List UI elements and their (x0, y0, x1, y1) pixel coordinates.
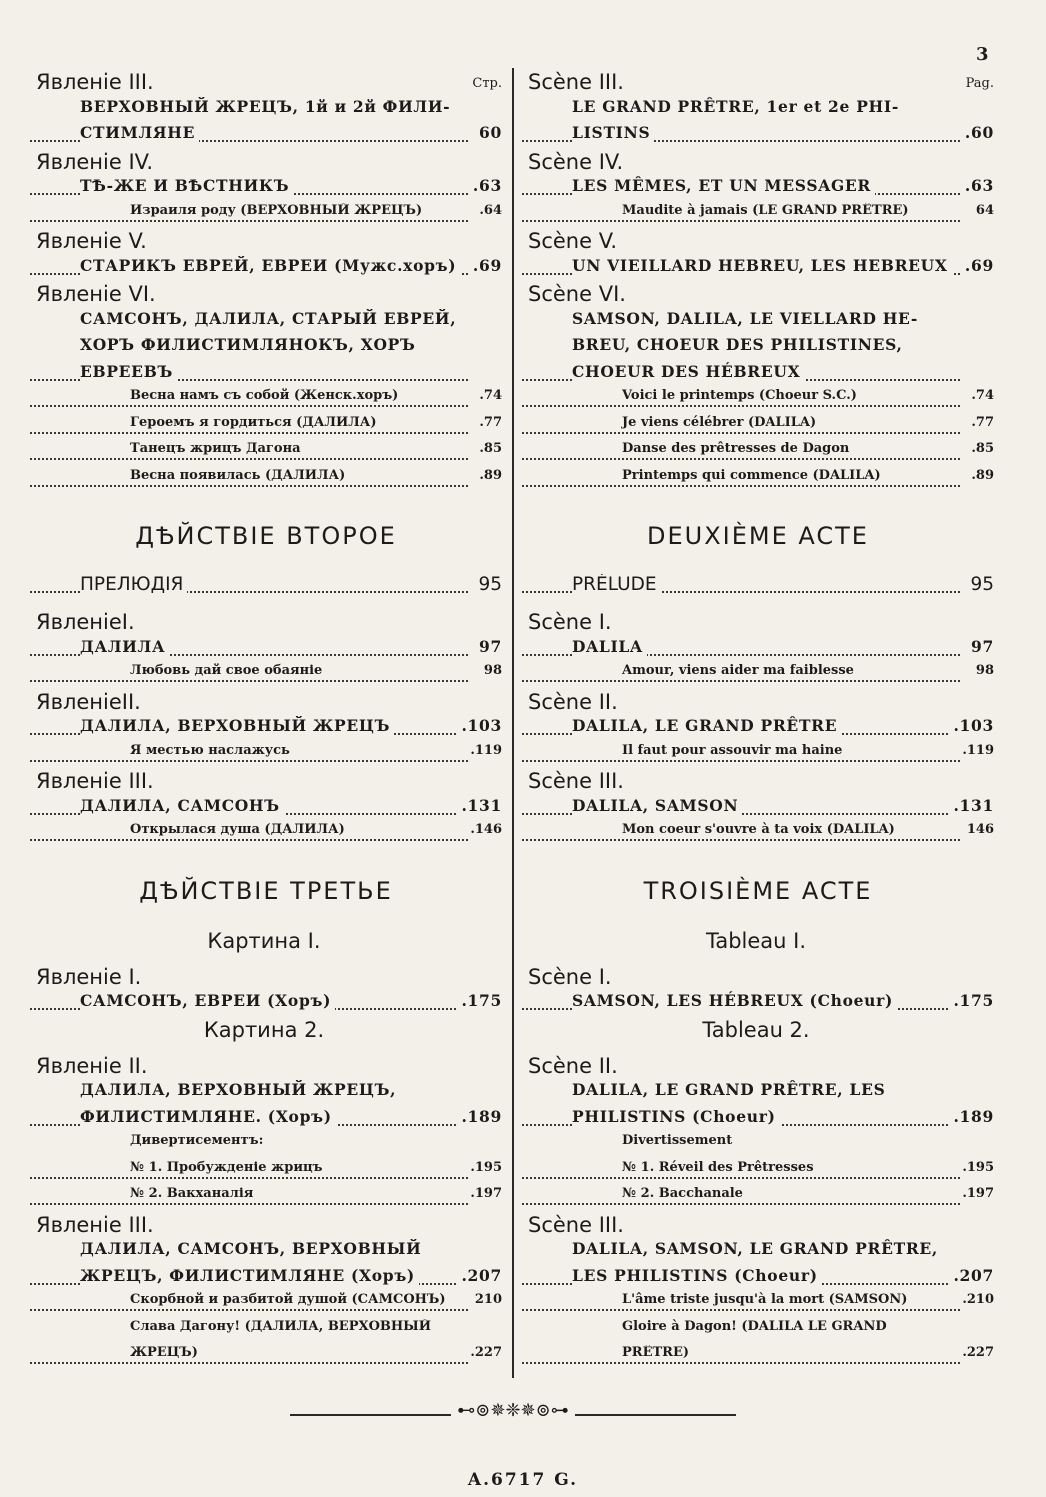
toc-sub-row (30, 203, 502, 230)
toc-page-number: .175 (949, 991, 994, 1010)
toc-entry-title: Явленіе II. (36, 1054, 152, 1078)
toc-item-row (30, 176, 502, 203)
toc-page-number: .89 (475, 468, 502, 483)
toc-entry-title: SAMSON, LES HÉBREUX (Choeur) (572, 991, 897, 1010)
toc-scene-row (30, 229, 502, 256)
toc-sub-row (30, 441, 502, 468)
toc-entry-title: Явленіе III. (36, 1213, 158, 1237)
toc-sub-row (522, 388, 994, 415)
toc-entry-title: Tableau 2. (702, 1018, 813, 1042)
toc-item-row (30, 637, 502, 664)
toc-entry-title: Картина I. (207, 929, 324, 953)
toc-page-number: .69 (961, 256, 994, 275)
toc-entry-title: PHILISTINS (Choeur) (572, 1107, 780, 1126)
toc-entry-title: BREU, CHOEUR DES PHILISTINES, (572, 335, 907, 354)
toc-entry-title: ЕВРЕЕВЪ (80, 362, 177, 381)
toc-entry-title: Явленіе III. (36, 70, 158, 94)
act2-list-left (30, 574, 502, 849)
toc-entry-title: Scène I. (528, 610, 616, 634)
toc-entry-title: DALILA, LE GRAND PRÊTRE (572, 716, 841, 735)
toc-entry-title: UN VIEILLARD HEBREU, LES HEBREUX (572, 256, 952, 275)
toc-page-number: .60 (961, 123, 994, 142)
act2-title-left: ДѢЙСТВІЕ ВТОРОЕ (135, 522, 397, 550)
act3-list-left (30, 929, 502, 1372)
toc-column-french (522, 70, 994, 1372)
toc-entry-title: SAMSON, DALILA, LE VIELLARD HE- (572, 309, 922, 328)
toc-sub-row (30, 1186, 502, 1213)
toc-entry-title: № 1. Пробужденіе жрицъ (130, 1160, 327, 1175)
toc-scene-row (522, 1213, 994, 1240)
toc-entry-title: ЖРЕЦЪ) (130, 1345, 202, 1360)
toc-item-row (522, 97, 994, 124)
toc-page-number: .197 (958, 1186, 994, 1201)
toc-entry-title: LISTINS (572, 123, 654, 142)
toc-tableau-row (30, 1018, 502, 1054)
toc-scene-row (30, 965, 502, 992)
toc-page-number: 98 (972, 663, 994, 678)
toc-entry-title: L'âme triste jusqu'à la mort (SAMSON) (622, 1292, 911, 1307)
toc-page-number: 97 (475, 637, 502, 656)
toc-entry-title: ТѢ-ЖЕ И ВѢСТНИКЪ (80, 176, 293, 195)
toc-entry-title: Je viens célébrer (DALILA) (622, 415, 820, 430)
toc-scene-row (30, 769, 502, 796)
page-label-right: Pag. (965, 76, 994, 91)
toc-scene-row (522, 1054, 994, 1081)
footer-catalog-number: A.6717 G. (467, 1470, 579, 1490)
toc-sub-row (522, 468, 994, 495)
toc-page-number: .175 (457, 991, 502, 1010)
toc-page-number: .131 (949, 796, 994, 815)
toc-item-row (522, 1080, 994, 1107)
toc-page-number: 95 (474, 574, 502, 595)
toc-entry-title: Divertissement (622, 1133, 736, 1148)
toc-entry-title: САМСОНЪ, ЕВРЕИ (Хоръ) (80, 991, 335, 1010)
toc-scene-row (522, 769, 994, 796)
toc-entry-title: Tableau I. (706, 929, 810, 953)
toc-page-number: 210 (471, 1292, 502, 1307)
toc-entry-title: ДАЛИЛА, ВЕРХОВНЫЙ ЖРЕЦЪ (80, 716, 394, 735)
toc-sub-row (522, 743, 994, 770)
toc-entry-title: Явленіе VI. (36, 282, 160, 306)
toc-item-row (522, 637, 994, 664)
toc-entry-title: DALILA (572, 637, 647, 656)
toc-page-number: .63 (469, 176, 502, 195)
act1-list-left (30, 70, 502, 494)
toc-entry-title: САМСОНЪ, ДАЛИЛА, СТАРЫЙ ЕВРЕЙ, (80, 309, 460, 328)
toc-page-number: .227 (958, 1345, 994, 1360)
toc-scene-row (522, 965, 994, 992)
toc-entry-title: Scène III. (528, 769, 628, 793)
act3-title-left: ДѢЙСТВІЕ ТРЕТЬЕ (139, 876, 393, 905)
toc-item-row (522, 309, 994, 336)
toc-entry-title: ЖРЕЦЪ, ФИЛИСТИМЛЯНЕ (Хоръ) (80, 1266, 419, 1285)
toc-page-number: .85 (475, 441, 502, 456)
toc-item-row (30, 991, 502, 1018)
toc-page-number: .146 (466, 822, 502, 837)
toc-page-number: .103 (457, 716, 502, 735)
toc-entry-title: Явленіе IV. (36, 150, 157, 174)
toc-entry-title: LE GRAND PRÊTRE, 1er et 2e PHI- (572, 97, 903, 116)
toc-page-number: .189 (457, 1107, 502, 1126)
toc-page-number: .69 (469, 256, 502, 275)
toc-scene-row (30, 150, 502, 177)
toc-page-number: .77 (475, 415, 502, 430)
toc-page-number: 98 (480, 663, 502, 678)
act2-list-right (522, 574, 994, 849)
toc-page-number: .89 (967, 468, 994, 483)
toc-entry-title: ДАЛИЛА, САМСОНЪ (80, 796, 284, 815)
toc-page-number: .207 (949, 1266, 994, 1285)
toc-entry-title: СТАРИКЪ ЕВРЕЙ, ЕВРЕИ (Мужс.хоръ) (80, 256, 460, 275)
toc-item-row (30, 362, 502, 389)
toc-sub-row (522, 203, 994, 230)
column-divider (512, 68, 514, 1378)
toc-entry-title: ЯвленіеII. (36, 690, 145, 714)
toc-item-row (522, 176, 994, 203)
toc-entry-title: № 1. Réveil des Prêtresses (622, 1160, 818, 1175)
toc-scene-row (30, 610, 502, 637)
toc-entry-title: Скорбной и разбитой душой (САМСОНЪ) (130, 1292, 450, 1307)
toc-item-row (522, 1239, 994, 1266)
page-number: 3 (976, 44, 989, 65)
toc-entry-title: Весна намъ съ собой (Женск.хоръ) (130, 388, 402, 403)
toc-entry-title: Scène III. (528, 1213, 628, 1237)
toc-entry-title: Scène I. (528, 965, 616, 989)
toc-entry-title: Scène VI. (528, 282, 630, 306)
toc-item-row (30, 1239, 502, 1266)
toc-sub-row (30, 822, 502, 849)
toc-prelude-row (522, 574, 994, 610)
toc-tableau-row (30, 929, 502, 965)
toc-item-row (30, 796, 502, 823)
toc-entry-title: Явленіе V. (36, 229, 151, 253)
toc-page-number: 97 (967, 637, 994, 656)
toc-item-row (522, 991, 994, 1018)
toc-sub-row (522, 1292, 994, 1319)
toc-sub-row (522, 822, 994, 849)
toc-entry-title: № 2. Вакханалія (130, 1186, 257, 1201)
toc-item-row (30, 123, 502, 150)
toc-entry-title: Scène V. (528, 229, 621, 253)
toc-scene-row (522, 229, 994, 256)
toc-item-row (30, 309, 502, 336)
toc-sub-row (30, 388, 502, 415)
toc-entry-title: Scène IV. (528, 150, 627, 174)
toc-sub-row (30, 415, 502, 442)
toc-page-number: .74 (475, 388, 502, 403)
toc-item-row (522, 256, 994, 283)
toc-entry-title: Maudite à jamais (LE GRAND PRÊTRE) (622, 203, 913, 218)
toc-item-row (30, 716, 502, 743)
toc-page-number: .103 (949, 716, 994, 735)
toc-page-number: .227 (466, 1345, 502, 1360)
toc-entry-title: ДАЛИЛА, ВЕРХОВНЫЙ ЖРЕЦЪ, (80, 1080, 400, 1099)
toc-entry-title: Танецъ жрицъ Дагона (130, 441, 305, 456)
act3-title-right: TROISIÈME ACTE (643, 876, 873, 905)
toc-page-number: .77 (967, 415, 994, 430)
page-label-left: Стр. (472, 76, 502, 91)
toc-scene-row (30, 70, 502, 97)
toc-scene-row (30, 1213, 502, 1240)
toc-entry-title: Любовь дай свое обаяніе (130, 663, 326, 678)
toc-scene-row (522, 690, 994, 717)
toc-item-row (522, 796, 994, 823)
toc-sub-row (522, 415, 994, 442)
toc-entry-title: Я местью наслажусь (130, 743, 294, 758)
toc-item-row (30, 97, 502, 124)
toc-entry-title: Scène II. (528, 1054, 622, 1078)
toc-entry-title: PRÉLUDE (572, 574, 661, 595)
toc-page-number: .85 (967, 441, 994, 456)
toc-entry-title: СТИМЛЯНЕ (80, 123, 199, 142)
toc-entry-title: CHOEUR DES HÉBREUX (572, 362, 804, 381)
ornament-glyph: ⊷⊚✵❈✵⊚⊶ (451, 1400, 574, 1421)
toc-item-row (522, 335, 994, 362)
toc-entry-title: Весна появилась (ДАЛИЛА) (130, 468, 349, 483)
toc-entry-title: ВЕРХОВНЫЙ ЖРЕЦЪ, 1й и 2й ФИЛИ- (80, 97, 454, 116)
toc-page-number: .119 (958, 743, 994, 758)
toc-page-number: 146 (963, 822, 994, 837)
toc-entry-title: ФИЛИСТИМЛЯНЕ. (Хоръ) (80, 1107, 336, 1126)
toc-page-number: .189 (949, 1107, 994, 1126)
toc-sub-row (30, 1133, 502, 1160)
toc-sub-row (30, 468, 502, 495)
toc-entry-title: ДАЛИЛА, САМСОНЪ, ВЕРХОВНЫЙ (80, 1239, 425, 1258)
toc-scene-row (30, 1054, 502, 1081)
toc-entry-title: ХОРЪ ФИЛИСТИМЛЯНОКЪ, ХОРЪ (80, 335, 420, 354)
toc-entry-title: Слава Дагону! (ДАЛИЛА, ВЕРХОВНЫЙ (130, 1319, 435, 1334)
toc-sub-row (30, 1292, 502, 1319)
toc-item-row (522, 1266, 994, 1293)
toc-page-number: .210 (958, 1292, 994, 1307)
toc-entry-title: Scène II. (528, 690, 622, 714)
toc-entry-title: ПРЕЛЮДІЯ (80, 574, 187, 595)
toc-entry-title: Voici le printemps (Choeur S.C.) (622, 388, 861, 403)
toc-entry-title: Явленіе I. (36, 965, 145, 989)
toc-scene-row (522, 610, 994, 637)
toc-entry-title: Явленіе III. (36, 769, 158, 793)
toc-page-number: .207 (457, 1266, 502, 1285)
toc-prelude-row (30, 574, 502, 610)
toc-scene-row (30, 282, 502, 309)
toc-entry-title: ЯвленіеI. (36, 610, 139, 634)
toc-page-number: 95 (966, 574, 994, 595)
toc-page-number: .131 (457, 796, 502, 815)
toc-entry-title: Il faut pour assouvir ma haine (622, 743, 846, 758)
toc-entry-title: Gloire à Dagon! (DALILA LE GRAND (622, 1319, 891, 1334)
toc-entry-title: DALILA, LE GRAND PRÊTRE, LES (572, 1080, 889, 1099)
toc-entry-title: Scène III. (528, 70, 628, 94)
toc-scene-row (522, 150, 994, 177)
leader-dots (30, 1345, 468, 1364)
toc-page-number: .74 (967, 388, 994, 403)
toc-entry-title: Дивертисементъ: (130, 1133, 267, 1148)
toc-page-number: .195 (958, 1160, 994, 1175)
leader-dots (522, 1345, 960, 1364)
toc-sub-row (30, 1160, 502, 1187)
toc-entry-title: № 2. Bacchanale (622, 1186, 747, 1201)
toc-scene-row (522, 70, 994, 97)
toc-sub-row (522, 1133, 994, 1160)
toc-page-number: .63 (961, 176, 994, 195)
toc-entry-title: Героемъ я гордиться (ДАЛИЛА) (130, 415, 380, 430)
toc-entry-title: Mon coeur s'ouvre à ta voix (DALILA) (622, 822, 899, 837)
toc-entry-title: ДАЛИЛА (80, 637, 169, 656)
toc-page-number: .195 (466, 1160, 502, 1175)
toc-item-row (30, 335, 502, 362)
act2-title-right: DEUXIÈME ACTE (647, 522, 869, 550)
toc-sub-row (522, 1319, 994, 1346)
toc-scene-row (30, 690, 502, 717)
toc-sub-row (522, 441, 994, 468)
toc-scene-row (522, 282, 994, 309)
toc-entry-title: Картина 2. (204, 1018, 328, 1042)
toc-item-row (30, 1107, 502, 1134)
toc-page-number: .64 (475, 203, 502, 218)
toc-sub-row (522, 663, 994, 690)
ornament-divider (290, 1400, 736, 1430)
toc-item-row (522, 716, 994, 743)
toc-entry-title: Amour, viens aider ma faiblesse (622, 663, 858, 678)
toc-page-number: 64 (972, 203, 994, 218)
toc-entry-title: PRÊTRE) (622, 1345, 693, 1360)
toc-entry-title: LES PHILISTINS (Choeur) (572, 1266, 822, 1285)
toc-item-row (522, 362, 994, 389)
toc-sub-row (522, 1345, 994, 1372)
toc-entry-title: DALILA, SAMSON, LE GRAND PRÊTRE, (572, 1239, 942, 1258)
act3-list-right (522, 929, 994, 1372)
toc-page-number: .197 (466, 1186, 502, 1201)
toc-sub-row (30, 743, 502, 770)
toc-sub-row (522, 1186, 994, 1213)
toc-sub-row (30, 1345, 502, 1372)
toc-tableau-row (522, 929, 994, 965)
toc-item-row (30, 1266, 502, 1293)
toc-sub-row (522, 1160, 994, 1187)
toc-tableau-row (522, 1018, 994, 1054)
toc-page-number: 60 (475, 123, 502, 142)
toc-column-russian (30, 70, 502, 1372)
act1-list-right (522, 70, 994, 494)
toc-item-row (522, 123, 994, 150)
toc-item-row (30, 256, 502, 283)
toc-sub-row (30, 1319, 502, 1346)
toc-entry-title: Израиля роду (ВЕРХОВНЫЙ ЖРЕЦЪ) (130, 203, 426, 218)
toc-sub-row (30, 663, 502, 690)
toc-entry-title: DALILA, SAMSON (572, 796, 742, 815)
toc-entry-title: Danse des prêtresses de Dagon (622, 441, 853, 456)
toc-entry-title: Открылася душа (ДАЛИЛА) (130, 822, 349, 837)
toc-entry-title: LES MÊMES, ET UN MESSAGER (572, 176, 875, 195)
toc-item-row (522, 1107, 994, 1134)
toc-page-number: .119 (466, 743, 502, 758)
toc-entry-title: Printemps qui commence (DALILA) (622, 468, 885, 483)
toc-item-row (30, 1080, 502, 1107)
